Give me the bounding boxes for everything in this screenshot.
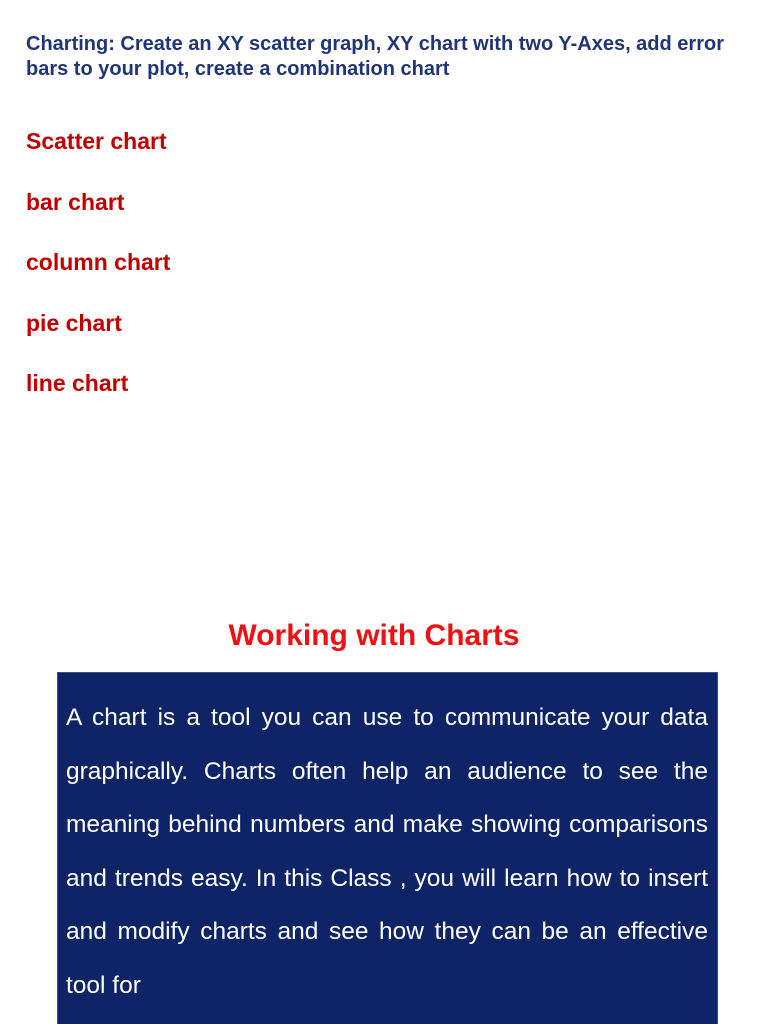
list-item-scatter-chart: Scatter chart	[26, 128, 167, 154]
info-box-text: A chart is a tool you can use to communicate your data graphically. Charts often help an audience to see the meaning behind numbers and make showing comparisons and trends easy. In this Class , you will learn how to insert and modify charts and see how they can be an effective tool for	[66, 704, 708, 999]
chart-type-list	[26, 125, 170, 428]
page-header-title: Charting: Create an XY scatter graph, XY chart with two Y-Axes, add error bars to your plot, create a combination chart	[26, 33, 724, 80]
list-item-column-chart: column chart	[26, 249, 171, 275]
list-item-bar-chart: bar chart	[26, 188, 125, 215]
info-box	[57, 672, 718, 1024]
list-item-pie-chart: pie chart	[26, 309, 122, 336]
section-title: Working with Charts	[228, 619, 520, 652]
list-item-line-chart: line chart	[26, 370, 129, 396]
